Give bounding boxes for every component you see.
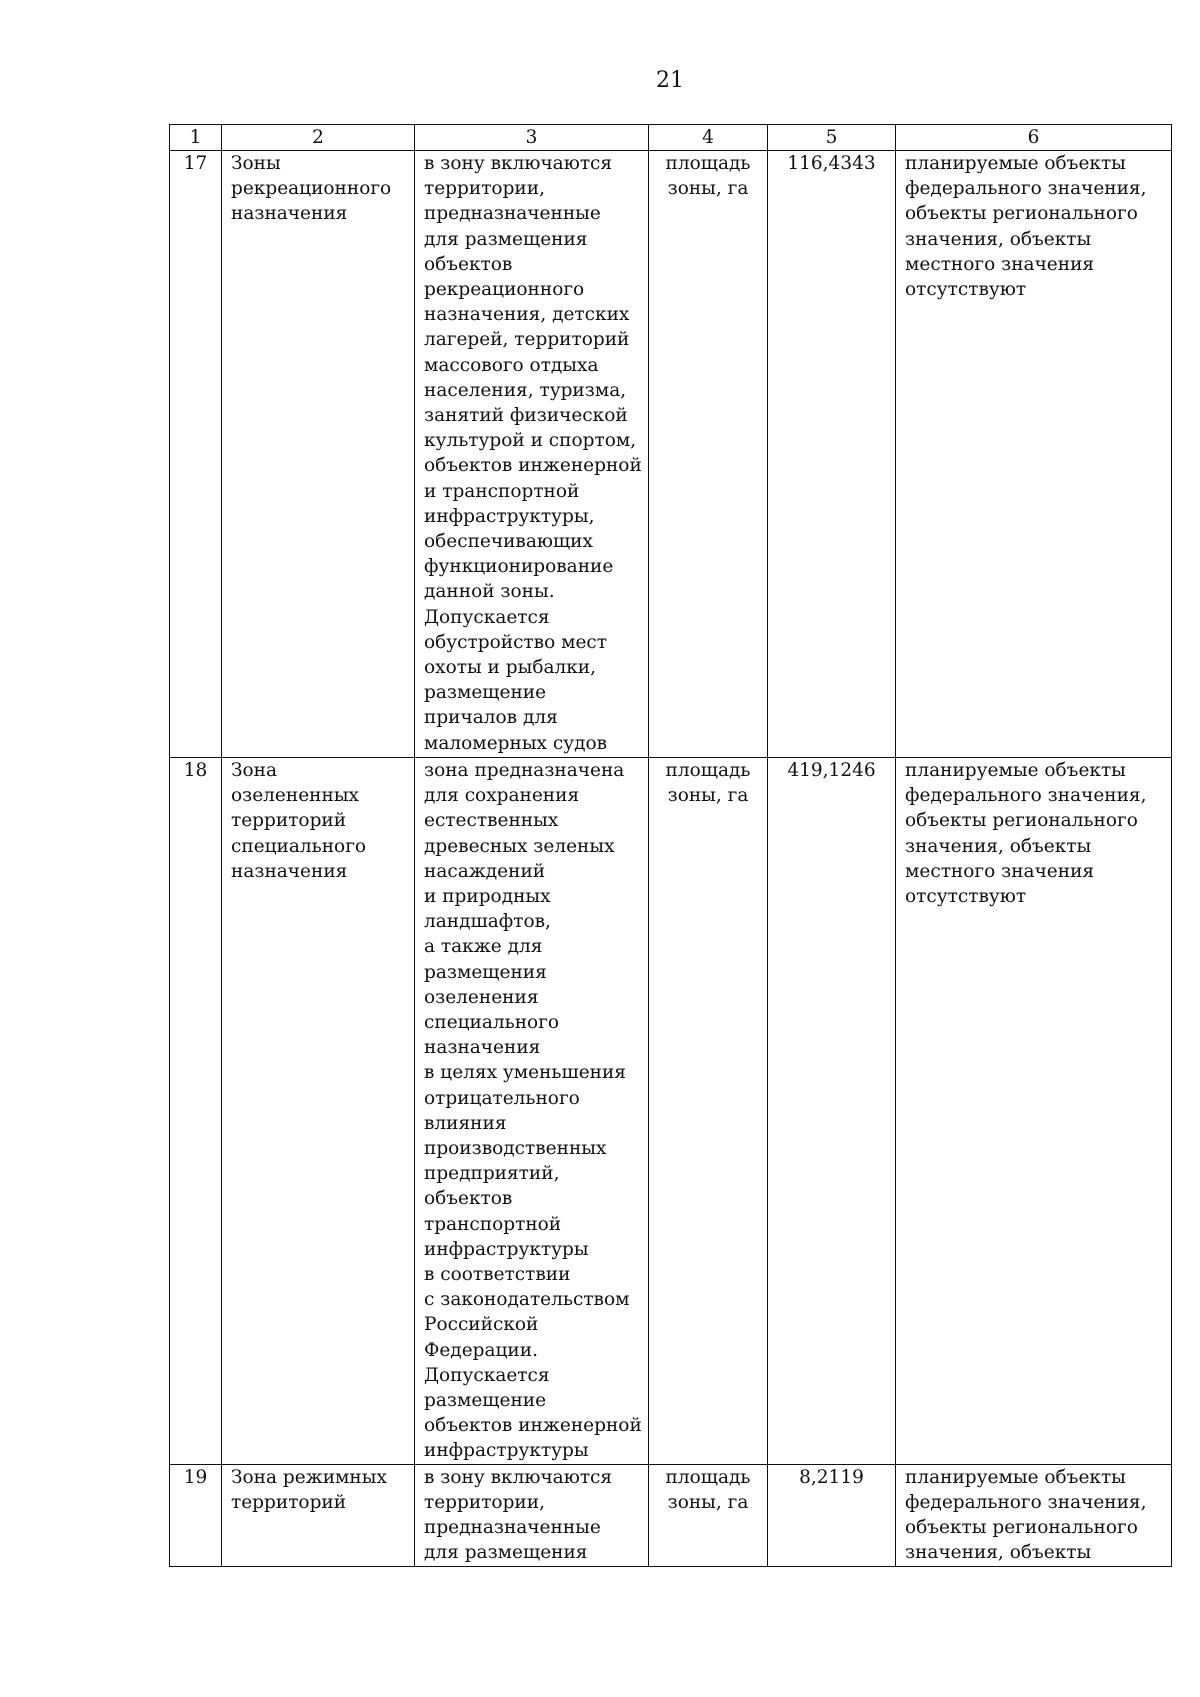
cell-line: ландшафтов, — [424, 911, 551, 933]
cell-line: Зона режимных — [231, 1466, 387, 1488]
cell-line: площадь — [665, 760, 751, 781]
cell-line: размещение — [424, 1390, 547, 1412]
cell-line: территории, — [424, 178, 545, 200]
cell-line: планируемые объекты — [905, 760, 1126, 781]
cell-line: лагерей, территорий — [424, 329, 630, 351]
row-number: 19 — [170, 1464, 222, 1566]
cell-line: охоты и рыбалки, — [424, 657, 597, 679]
cell-line: Российской — [424, 1314, 539, 1336]
cell-line: площадь — [665, 153, 751, 174]
cell-line: функционирование — [424, 556, 614, 578]
cell-line: массового отдыха — [424, 354, 599, 376]
cell-line: назначения, детских — [424, 304, 630, 326]
cell-line: зоны, га — [667, 785, 749, 807]
cell-line: значения, объекты — [905, 1542, 1092, 1564]
zone-objects — [896, 1464, 1172, 1566]
row-number: 17 — [170, 151, 222, 758]
cell-line: планируемые объекты — [905, 1466, 1126, 1488]
cell-line: предприятий, — [424, 1163, 560, 1185]
zone-measure — [649, 1464, 768, 1566]
cell-line: инфраструктуры — [424, 1238, 589, 1260]
zone-name — [222, 758, 415, 1465]
cell-line: древесных зеленых — [424, 835, 615, 857]
cell-line: причалов для — [424, 707, 558, 729]
zone-name — [222, 151, 415, 758]
cell-line: с законодательством — [424, 1289, 630, 1311]
cell-line: в зону включаются — [424, 153, 613, 174]
zone-name — [222, 1464, 415, 1566]
cell-line: Допускается — [424, 1364, 550, 1386]
cell-line: данной зоны. — [424, 581, 555, 603]
cell-line: влияния — [424, 1112, 507, 1134]
cell-line: назначения — [424, 1037, 541, 1059]
cell-line: объектов — [424, 1188, 513, 1210]
cell-line: специального — [424, 1012, 560, 1034]
cell-line: для размещения — [424, 228, 588, 250]
cell-line: федерального значения, — [905, 1491, 1147, 1513]
cell-line: объектов инженерной — [424, 455, 642, 477]
cell-line: производственных — [424, 1138, 607, 1160]
zones-table — [169, 124, 1172, 1567]
cell-line: Зоны — [231, 153, 281, 174]
zone-measure — [649, 151, 768, 758]
cell-line: значения, объекты — [905, 835, 1092, 857]
cell-line: культурой и спортом, — [424, 430, 637, 452]
cell-line: озеленения — [424, 986, 539, 1008]
cell-line: планируемые объекты — [905, 153, 1126, 174]
cell-line: назначения — [231, 860, 348, 882]
cell-line: отрицательного — [424, 1087, 580, 1109]
cell-line: обеспечивающих — [424, 531, 593, 553]
column-header: 2 — [222, 125, 415, 151]
cell-line: а также для — [424, 936, 543, 958]
column-header: 5 — [768, 125, 896, 151]
cell-line: размещение — [424, 682, 547, 704]
cell-line: местного значения — [905, 253, 1095, 275]
cell-line: зона предназначена — [424, 760, 625, 781]
cell-line: зоны, га — [667, 178, 749, 200]
table-header-row — [170, 125, 1172, 151]
zone-description — [415, 151, 649, 758]
column-header: 1 — [170, 125, 222, 151]
cell-line: Федерации. — [424, 1339, 538, 1361]
cell-line: инфраструктуры, — [424, 505, 595, 527]
cell-line: значения, объекты — [905, 228, 1092, 250]
cell-line: Зона — [231, 760, 278, 781]
cell-line: назначения — [231, 203, 348, 225]
cell-line: и природных — [424, 886, 551, 908]
cell-line: территории, — [424, 1491, 545, 1513]
cell-line: маломерных судов — [424, 732, 608, 754]
cell-line: предназначенные — [424, 1517, 601, 1539]
cell-line: территорий — [231, 1491, 347, 1513]
cell-line: объекты регионального — [905, 1517, 1138, 1539]
cell-line: в зону включаются — [424, 1466, 613, 1488]
zone-description — [415, 758, 649, 1465]
zone-area-value: 419,1246 — [768, 758, 896, 1465]
cell-line: объекты регионального — [905, 203, 1138, 225]
zone-area-value: 116,4343 — [768, 151, 896, 758]
zone-objects — [896, 151, 1172, 758]
cell-line: насаждений — [424, 860, 546, 882]
cell-line: размещения — [424, 961, 547, 983]
table-row — [170, 151, 1172, 758]
cell-line: и транспортной — [424, 480, 580, 502]
zone-area-value: 8,2119 — [768, 1464, 896, 1566]
column-header: 6 — [896, 125, 1172, 151]
zone-measure — [649, 758, 768, 1465]
cell-line: для размещения — [424, 1542, 588, 1564]
zone-description — [415, 1464, 649, 1566]
cell-line: в соответствии — [424, 1264, 571, 1286]
cell-line: Допускается — [424, 606, 550, 628]
cell-line: специального — [231, 835, 367, 857]
cell-line: обустройство мест — [424, 631, 608, 653]
cell-line: объектов — [424, 253, 513, 275]
cell-line: в целях уменьшения — [424, 1062, 626, 1084]
table-row — [170, 1464, 1172, 1566]
cell-line: населения, туризма, — [424, 379, 627, 401]
cell-line: объектов инженерной — [424, 1415, 642, 1437]
cell-line: естественных — [424, 810, 559, 832]
cell-line: озелененных — [231, 785, 359, 807]
cell-line: занятий физической — [424, 405, 628, 427]
cell-line: инфраструктуры — [424, 1440, 589, 1462]
cell-line: площадь — [665, 1466, 751, 1488]
cell-line: рекреационного — [424, 279, 585, 301]
cell-line: местного значения — [905, 860, 1095, 882]
cell-line: отсутствуют — [905, 279, 1027, 301]
cell-line: объекты регионального — [905, 810, 1138, 832]
table-row — [170, 758, 1172, 1465]
cell-line: для сохранения — [424, 785, 580, 807]
cell-line: отсутствуют — [905, 886, 1027, 908]
cell-line: транспортной — [424, 1213, 562, 1235]
cell-line: зоны, га — [667, 1491, 749, 1513]
zone-objects — [896, 758, 1172, 1465]
cell-line: федерального значения, — [905, 178, 1147, 200]
row-number: 18 — [170, 758, 222, 1465]
cell-line: территорий — [231, 810, 347, 832]
cell-line: федерального значения, — [905, 785, 1147, 807]
page-number: 21 — [656, 68, 684, 93]
column-header: 4 — [649, 125, 768, 151]
cell-line: рекреационного — [231, 178, 392, 200]
column-header: 3 — [415, 125, 649, 151]
cell-line: предназначенные — [424, 203, 601, 225]
